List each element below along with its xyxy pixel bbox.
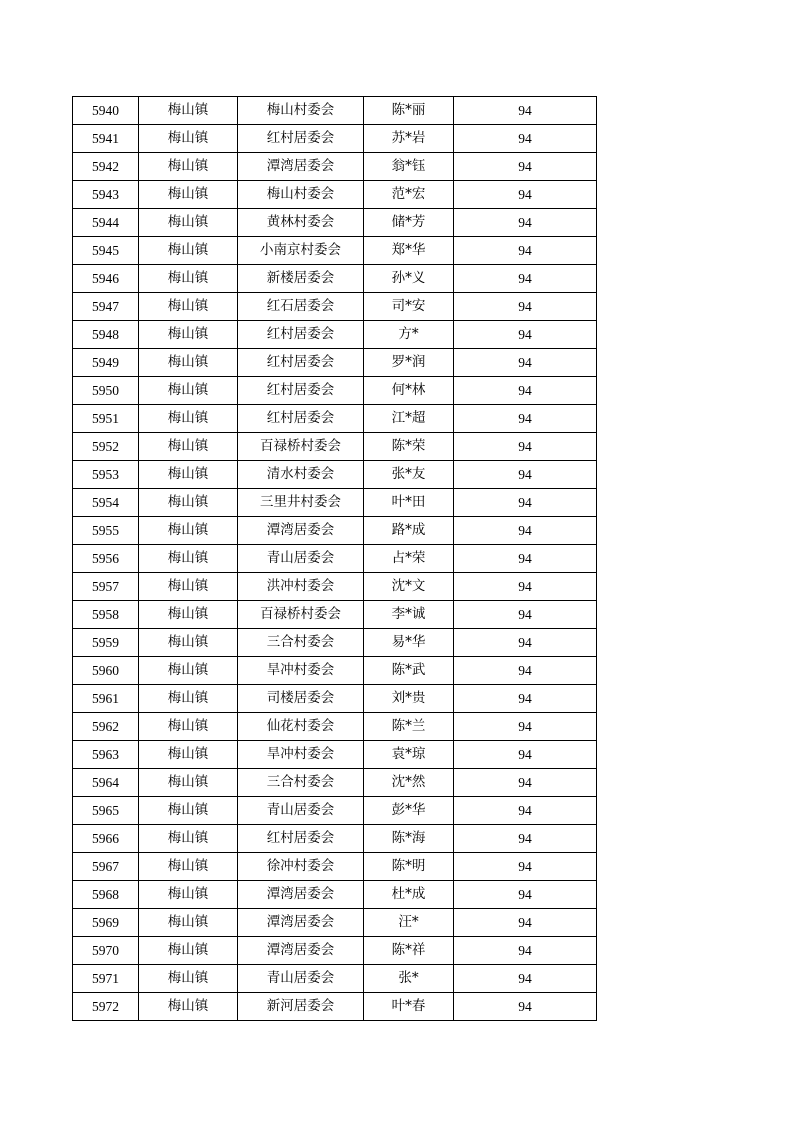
person-name-cell: 陈*丽 [364, 97, 454, 125]
person-name-cell: 江*超 [364, 405, 454, 433]
table-row [73, 433, 597, 461]
town-cell: 梅山镇 [139, 629, 238, 657]
table-row [73, 741, 597, 769]
score-cell: 94 [454, 433, 597, 461]
village-committee-cell: 三合村委会 [238, 769, 364, 797]
person-name-cell: 叶*田 [364, 489, 454, 517]
person-name-cell: 陈*武 [364, 657, 454, 685]
record-id-cell: 5960 [73, 657, 139, 685]
record-id-cell: 5949 [73, 349, 139, 377]
score-cell: 94 [454, 209, 597, 237]
town-cell: 梅山镇 [139, 209, 238, 237]
score-cell: 94 [454, 545, 597, 573]
person-name-cell: 沈*然 [364, 769, 454, 797]
town-cell: 梅山镇 [139, 517, 238, 545]
village-committee-cell: 三里井村委会 [238, 489, 364, 517]
table-row [73, 629, 597, 657]
record-id-cell: 5948 [73, 321, 139, 349]
record-id-cell: 5943 [73, 181, 139, 209]
score-cell: 94 [454, 237, 597, 265]
town-cell: 梅山镇 [139, 461, 238, 489]
score-cell: 94 [454, 573, 597, 601]
score-cell: 94 [454, 769, 597, 797]
table-row [73, 573, 597, 601]
table-row [73, 853, 597, 881]
record-id-cell: 5964 [73, 769, 139, 797]
town-cell: 梅山镇 [139, 405, 238, 433]
table-row [73, 545, 597, 573]
village-committee-cell: 红村居委会 [238, 825, 364, 853]
score-cell: 94 [454, 321, 597, 349]
table-row [73, 881, 597, 909]
score-cell: 94 [454, 797, 597, 825]
record-id-cell: 5952 [73, 433, 139, 461]
score-cell: 94 [454, 265, 597, 293]
table-row [73, 237, 597, 265]
score-cell: 94 [454, 517, 597, 545]
person-name-cell: 陈*明 [364, 853, 454, 881]
score-cell: 94 [454, 349, 597, 377]
score-cell: 94 [454, 685, 597, 713]
town-cell: 梅山镇 [139, 713, 238, 741]
town-cell: 梅山镇 [139, 489, 238, 517]
record-id-cell: 5968 [73, 881, 139, 909]
village-committee-cell: 仙花村委会 [238, 713, 364, 741]
record-id-cell: 5944 [73, 209, 139, 237]
score-cell: 94 [454, 965, 597, 993]
score-cell: 94 [454, 937, 597, 965]
town-cell: 梅山镇 [139, 965, 238, 993]
table-row [73, 713, 597, 741]
town-cell: 梅山镇 [139, 573, 238, 601]
score-cell: 94 [454, 405, 597, 433]
village-committee-cell: 新楼居委会 [238, 265, 364, 293]
table-row [73, 321, 597, 349]
person-name-cell: 张* [364, 965, 454, 993]
village-committee-cell: 潭湾居委会 [238, 881, 364, 909]
record-id-cell: 5966 [73, 825, 139, 853]
record-id-cell: 5946 [73, 265, 139, 293]
person-name-cell: 司*安 [364, 293, 454, 321]
score-cell: 94 [454, 125, 597, 153]
person-name-cell: 李*诚 [364, 601, 454, 629]
village-committee-cell: 洪冲村委会 [238, 573, 364, 601]
village-committee-cell: 梅山村委会 [238, 181, 364, 209]
village-committee-cell: 潭湾居委会 [238, 937, 364, 965]
score-cell: 94 [454, 377, 597, 405]
score-cell: 94 [454, 657, 597, 685]
village-committee-cell: 旱冲村委会 [238, 657, 364, 685]
village-committee-cell: 红村居委会 [238, 321, 364, 349]
town-cell: 梅山镇 [139, 181, 238, 209]
town-cell: 梅山镇 [139, 237, 238, 265]
table-row [73, 965, 597, 993]
person-name-cell: 占*荣 [364, 545, 454, 573]
record-id-cell: 5954 [73, 489, 139, 517]
person-name-cell: 杜*成 [364, 881, 454, 909]
village-committee-cell: 红村居委会 [238, 377, 364, 405]
record-id-cell: 5951 [73, 405, 139, 433]
score-cell: 94 [454, 97, 597, 125]
person-name-cell: 张*友 [364, 461, 454, 489]
village-committee-cell: 青山居委会 [238, 545, 364, 573]
table-row [73, 825, 597, 853]
village-committee-cell: 司楼居委会 [238, 685, 364, 713]
person-name-cell: 郑*华 [364, 237, 454, 265]
table-row [73, 797, 597, 825]
town-cell: 梅山镇 [139, 881, 238, 909]
town-cell: 梅山镇 [139, 545, 238, 573]
score-cell: 94 [454, 629, 597, 657]
town-cell: 梅山镇 [139, 769, 238, 797]
score-cell: 94 [454, 713, 597, 741]
person-name-cell: 陈*祥 [364, 937, 454, 965]
person-name-cell: 袁*琼 [364, 741, 454, 769]
person-name-cell: 储*芳 [364, 209, 454, 237]
person-name-cell: 翁*钰 [364, 153, 454, 181]
score-cell: 94 [454, 153, 597, 181]
table-row [73, 909, 597, 937]
score-cell: 94 [454, 293, 597, 321]
village-committee-cell: 红村居委会 [238, 349, 364, 377]
score-cell: 94 [454, 181, 597, 209]
score-cell: 94 [454, 825, 597, 853]
record-id-cell: 5957 [73, 573, 139, 601]
record-id-cell: 5961 [73, 685, 139, 713]
town-cell: 梅山镇 [139, 377, 238, 405]
town-cell: 梅山镇 [139, 97, 238, 125]
person-name-cell: 陈*海 [364, 825, 454, 853]
table-row [73, 153, 597, 181]
table-row [73, 993, 597, 1021]
score-cell: 94 [454, 909, 597, 937]
table-row [73, 181, 597, 209]
record-id-cell: 5941 [73, 125, 139, 153]
village-committee-cell: 潭湾居委会 [238, 517, 364, 545]
record-id-cell: 5971 [73, 965, 139, 993]
village-committee-cell: 小南京村委会 [238, 237, 364, 265]
record-id-cell: 5956 [73, 545, 139, 573]
town-cell: 梅山镇 [139, 825, 238, 853]
town-cell: 梅山镇 [139, 685, 238, 713]
table-row [73, 405, 597, 433]
town-cell: 梅山镇 [139, 321, 238, 349]
person-name-cell: 孙*义 [364, 265, 454, 293]
village-committee-cell: 三合村委会 [238, 629, 364, 657]
table-row [73, 125, 597, 153]
record-id-cell: 5945 [73, 237, 139, 265]
record-id-cell: 5969 [73, 909, 139, 937]
village-committee-cell: 百禄桥村委会 [238, 601, 364, 629]
town-cell: 梅山镇 [139, 797, 238, 825]
town-cell: 梅山镇 [139, 909, 238, 937]
person-name-cell: 方* [364, 321, 454, 349]
village-committee-cell: 徐冲村委会 [238, 853, 364, 881]
table-row [73, 601, 597, 629]
village-committee-cell: 清水村委会 [238, 461, 364, 489]
table-row [73, 377, 597, 405]
village-committee-cell: 百禄桥村委会 [238, 433, 364, 461]
table-row [73, 657, 597, 685]
town-cell: 梅山镇 [139, 741, 238, 769]
record-id-cell: 5942 [73, 153, 139, 181]
person-name-cell: 彭*华 [364, 797, 454, 825]
person-name-cell: 范*宏 [364, 181, 454, 209]
town-cell: 梅山镇 [139, 293, 238, 321]
score-cell: 94 [454, 601, 597, 629]
village-committee-cell: 青山居委会 [238, 965, 364, 993]
village-committee-cell: 黄林村委会 [238, 209, 364, 237]
town-cell: 梅山镇 [139, 993, 238, 1021]
record-id-cell: 5963 [73, 741, 139, 769]
village-committee-cell: 红石居委会 [238, 293, 364, 321]
village-committee-cell: 潭湾居委会 [238, 909, 364, 937]
score-cell: 94 [454, 881, 597, 909]
town-cell: 梅山镇 [139, 349, 238, 377]
town-cell: 梅山镇 [139, 433, 238, 461]
person-name-cell: 陈*兰 [364, 713, 454, 741]
village-committee-cell: 梅山村委会 [238, 97, 364, 125]
person-name-cell: 苏*岩 [364, 125, 454, 153]
person-name-cell: 沈*文 [364, 573, 454, 601]
record-id-cell: 5955 [73, 517, 139, 545]
town-cell: 梅山镇 [139, 937, 238, 965]
record-table [72, 96, 597, 1021]
record-id-cell: 5967 [73, 853, 139, 881]
village-committee-cell: 青山居委会 [238, 797, 364, 825]
record-table-body [73, 97, 597, 1021]
record-id-cell: 5950 [73, 377, 139, 405]
town-cell: 梅山镇 [139, 265, 238, 293]
village-committee-cell: 红村居委会 [238, 405, 364, 433]
record-id-cell: 5959 [73, 629, 139, 657]
table-row [73, 937, 597, 965]
record-id-cell: 5972 [73, 993, 139, 1021]
record-id-cell: 5940 [73, 97, 139, 125]
table-row [73, 461, 597, 489]
village-committee-cell: 潭湾居委会 [238, 153, 364, 181]
village-committee-cell: 旱冲村委会 [238, 741, 364, 769]
person-name-cell: 罗*润 [364, 349, 454, 377]
table-row [73, 97, 597, 125]
table-row [73, 293, 597, 321]
person-name-cell: 易*华 [364, 629, 454, 657]
table-row [73, 685, 597, 713]
score-cell: 94 [454, 993, 597, 1021]
table-row [73, 265, 597, 293]
table-row [73, 209, 597, 237]
town-cell: 梅山镇 [139, 153, 238, 181]
record-id-cell: 5965 [73, 797, 139, 825]
table-row [73, 489, 597, 517]
table-row [73, 349, 597, 377]
score-cell: 94 [454, 853, 597, 881]
person-name-cell: 刘*贵 [364, 685, 454, 713]
table-row [73, 517, 597, 545]
score-cell: 94 [454, 741, 597, 769]
record-id-cell: 5947 [73, 293, 139, 321]
town-cell: 梅山镇 [139, 125, 238, 153]
record-id-cell: 5970 [73, 937, 139, 965]
person-name-cell: 路*成 [364, 517, 454, 545]
town-cell: 梅山镇 [139, 601, 238, 629]
score-cell: 94 [454, 461, 597, 489]
record-id-cell: 5953 [73, 461, 139, 489]
score-cell: 94 [454, 489, 597, 517]
person-name-cell: 陈*荣 [364, 433, 454, 461]
person-name-cell: 何*林 [364, 377, 454, 405]
record-id-cell: 5962 [73, 713, 139, 741]
record-id-cell: 5958 [73, 601, 139, 629]
village-committee-cell: 新河居委会 [238, 993, 364, 1021]
town-cell: 梅山镇 [139, 853, 238, 881]
person-name-cell: 汪* [364, 909, 454, 937]
village-committee-cell: 红村居委会 [238, 125, 364, 153]
town-cell: 梅山镇 [139, 657, 238, 685]
person-name-cell: 叶*春 [364, 993, 454, 1021]
table-row [73, 769, 597, 797]
